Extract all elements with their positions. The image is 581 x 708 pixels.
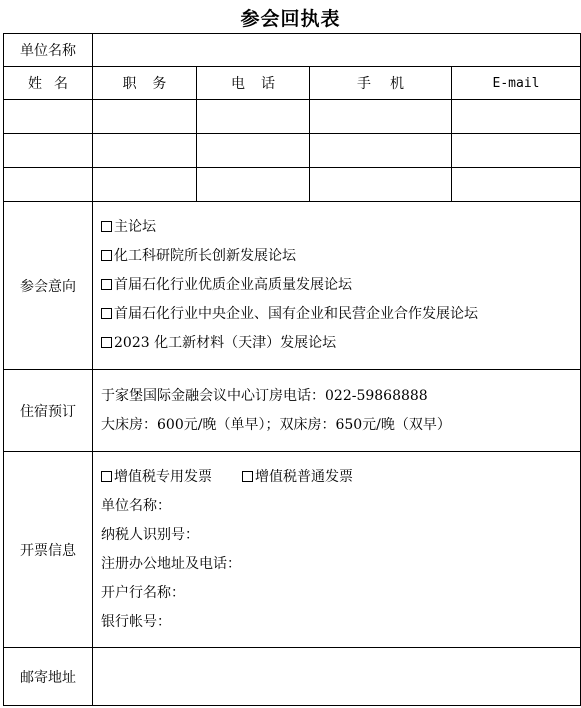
col-header-position: 职 务 bbox=[93, 67, 197, 100]
invoice-field-company[interactable]: 单位名称： bbox=[101, 497, 171, 514]
attendee-position-cell[interactable] bbox=[93, 168, 197, 202]
lodging-price-line: 大床房：600元/晚（单早）；双床房：650元/晚（双早） bbox=[101, 416, 451, 433]
attendee-mobile-cell[interactable] bbox=[310, 134, 452, 168]
intent-option-quality-forum[interactable] bbox=[101, 271, 580, 300]
lodging-phone-line: 于家堡国际金融会议中心订房电话：022-59868888 bbox=[101, 387, 428, 404]
invoice-field-address-phone[interactable]: 注册办公地址及电话： bbox=[101, 555, 241, 572]
intent-row bbox=[4, 202, 581, 370]
attendee-email-cell[interactable] bbox=[452, 100, 581, 134]
form-title: 参会回执表 bbox=[240, 8, 341, 30]
invoice-type-line bbox=[101, 463, 580, 492]
option-label: 2023 化工新材料（天津）发展论坛 bbox=[114, 335, 337, 351]
attendee-phone-cell[interactable] bbox=[197, 134, 310, 168]
option-label: 增值税专用发票 bbox=[114, 468, 212, 485]
attendee-header-row bbox=[4, 67, 581, 100]
mailing-address-field[interactable] bbox=[93, 648, 581, 706]
invoice-field-bank-account[interactable]: 银行帐号： bbox=[101, 613, 171, 630]
col-header-mobile: 手 机 bbox=[310, 67, 452, 100]
invoice-type-normal[interactable] bbox=[242, 469, 353, 485]
attendee-phone-cell[interactable] bbox=[197, 100, 310, 134]
intent-option-main-forum[interactable] bbox=[101, 213, 580, 242]
checkbox[interactable] bbox=[101, 471, 112, 482]
attendee-mobile-cell[interactable] bbox=[310, 168, 452, 202]
unit-label: 单位名称 bbox=[4, 34, 93, 67]
checkbox[interactable] bbox=[101, 308, 112, 319]
checkbox[interactable] bbox=[101, 279, 112, 290]
intent-option-materials-forum[interactable] bbox=[101, 329, 580, 358]
attendee-row bbox=[4, 168, 581, 202]
unit-row bbox=[4, 34, 581, 67]
checkbox[interactable] bbox=[101, 337, 112, 348]
attendee-name-cell[interactable] bbox=[4, 134, 93, 168]
attendee-name-cell[interactable] bbox=[4, 100, 93, 134]
checkbox[interactable] bbox=[101, 221, 112, 232]
mailing-row bbox=[4, 648, 581, 706]
attendee-mobile-cell[interactable] bbox=[310, 100, 452, 134]
option-label: 增值税普通发票 bbox=[255, 468, 353, 485]
attendee-row bbox=[4, 100, 581, 134]
intent-label: 参会意向 bbox=[4, 202, 93, 370]
col-header-phone: 电 话 bbox=[197, 67, 310, 100]
attendee-position-cell[interactable] bbox=[93, 100, 197, 134]
invoice-row bbox=[4, 452, 581, 648]
invoice-type-special[interactable] bbox=[101, 469, 212, 485]
unit-name-field[interactable] bbox=[93, 34, 581, 67]
invoice-field-bank-name[interactable]: 开户行名称： bbox=[101, 584, 185, 601]
lodging-info bbox=[93, 370, 581, 452]
attendee-row bbox=[4, 134, 581, 168]
lodging-label: 住宿预订 bbox=[4, 370, 93, 452]
option-label: 化工科研院所长创新发展论坛 bbox=[114, 248, 296, 264]
invoice-info bbox=[93, 452, 581, 648]
attendee-name-cell[interactable] bbox=[4, 168, 93, 202]
intent-option-institute-forum[interactable] bbox=[101, 242, 580, 271]
registration-table bbox=[3, 33, 581, 706]
col-header-name: 姓 名 bbox=[4, 67, 93, 100]
checkbox[interactable] bbox=[101, 250, 112, 261]
attendee-email-cell[interactable] bbox=[452, 168, 581, 202]
checkbox[interactable] bbox=[242, 471, 253, 482]
mailing-label: 邮寄地址 bbox=[4, 648, 93, 706]
attendee-phone-cell[interactable] bbox=[197, 168, 310, 202]
col-header-email: E-mail bbox=[452, 67, 581, 100]
intent-options bbox=[93, 202, 581, 370]
attendee-position-cell[interactable] bbox=[93, 134, 197, 168]
invoice-field-taxpayer-id[interactable]: 纳税人识别号： bbox=[101, 526, 199, 543]
lodging-row bbox=[4, 370, 581, 452]
invoice-label: 开票信息 bbox=[4, 452, 93, 648]
intent-option-cooperation-forum[interactable] bbox=[101, 300, 580, 329]
attendee-email-cell[interactable] bbox=[452, 134, 581, 168]
option-label: 主论坛 bbox=[114, 219, 156, 235]
option-label: 首届石化行业中央企业、国有企业和民营企业合作发展论坛 bbox=[114, 306, 478, 322]
option-label: 首届石化行业优质企业高质量发展论坛 bbox=[114, 277, 352, 293]
